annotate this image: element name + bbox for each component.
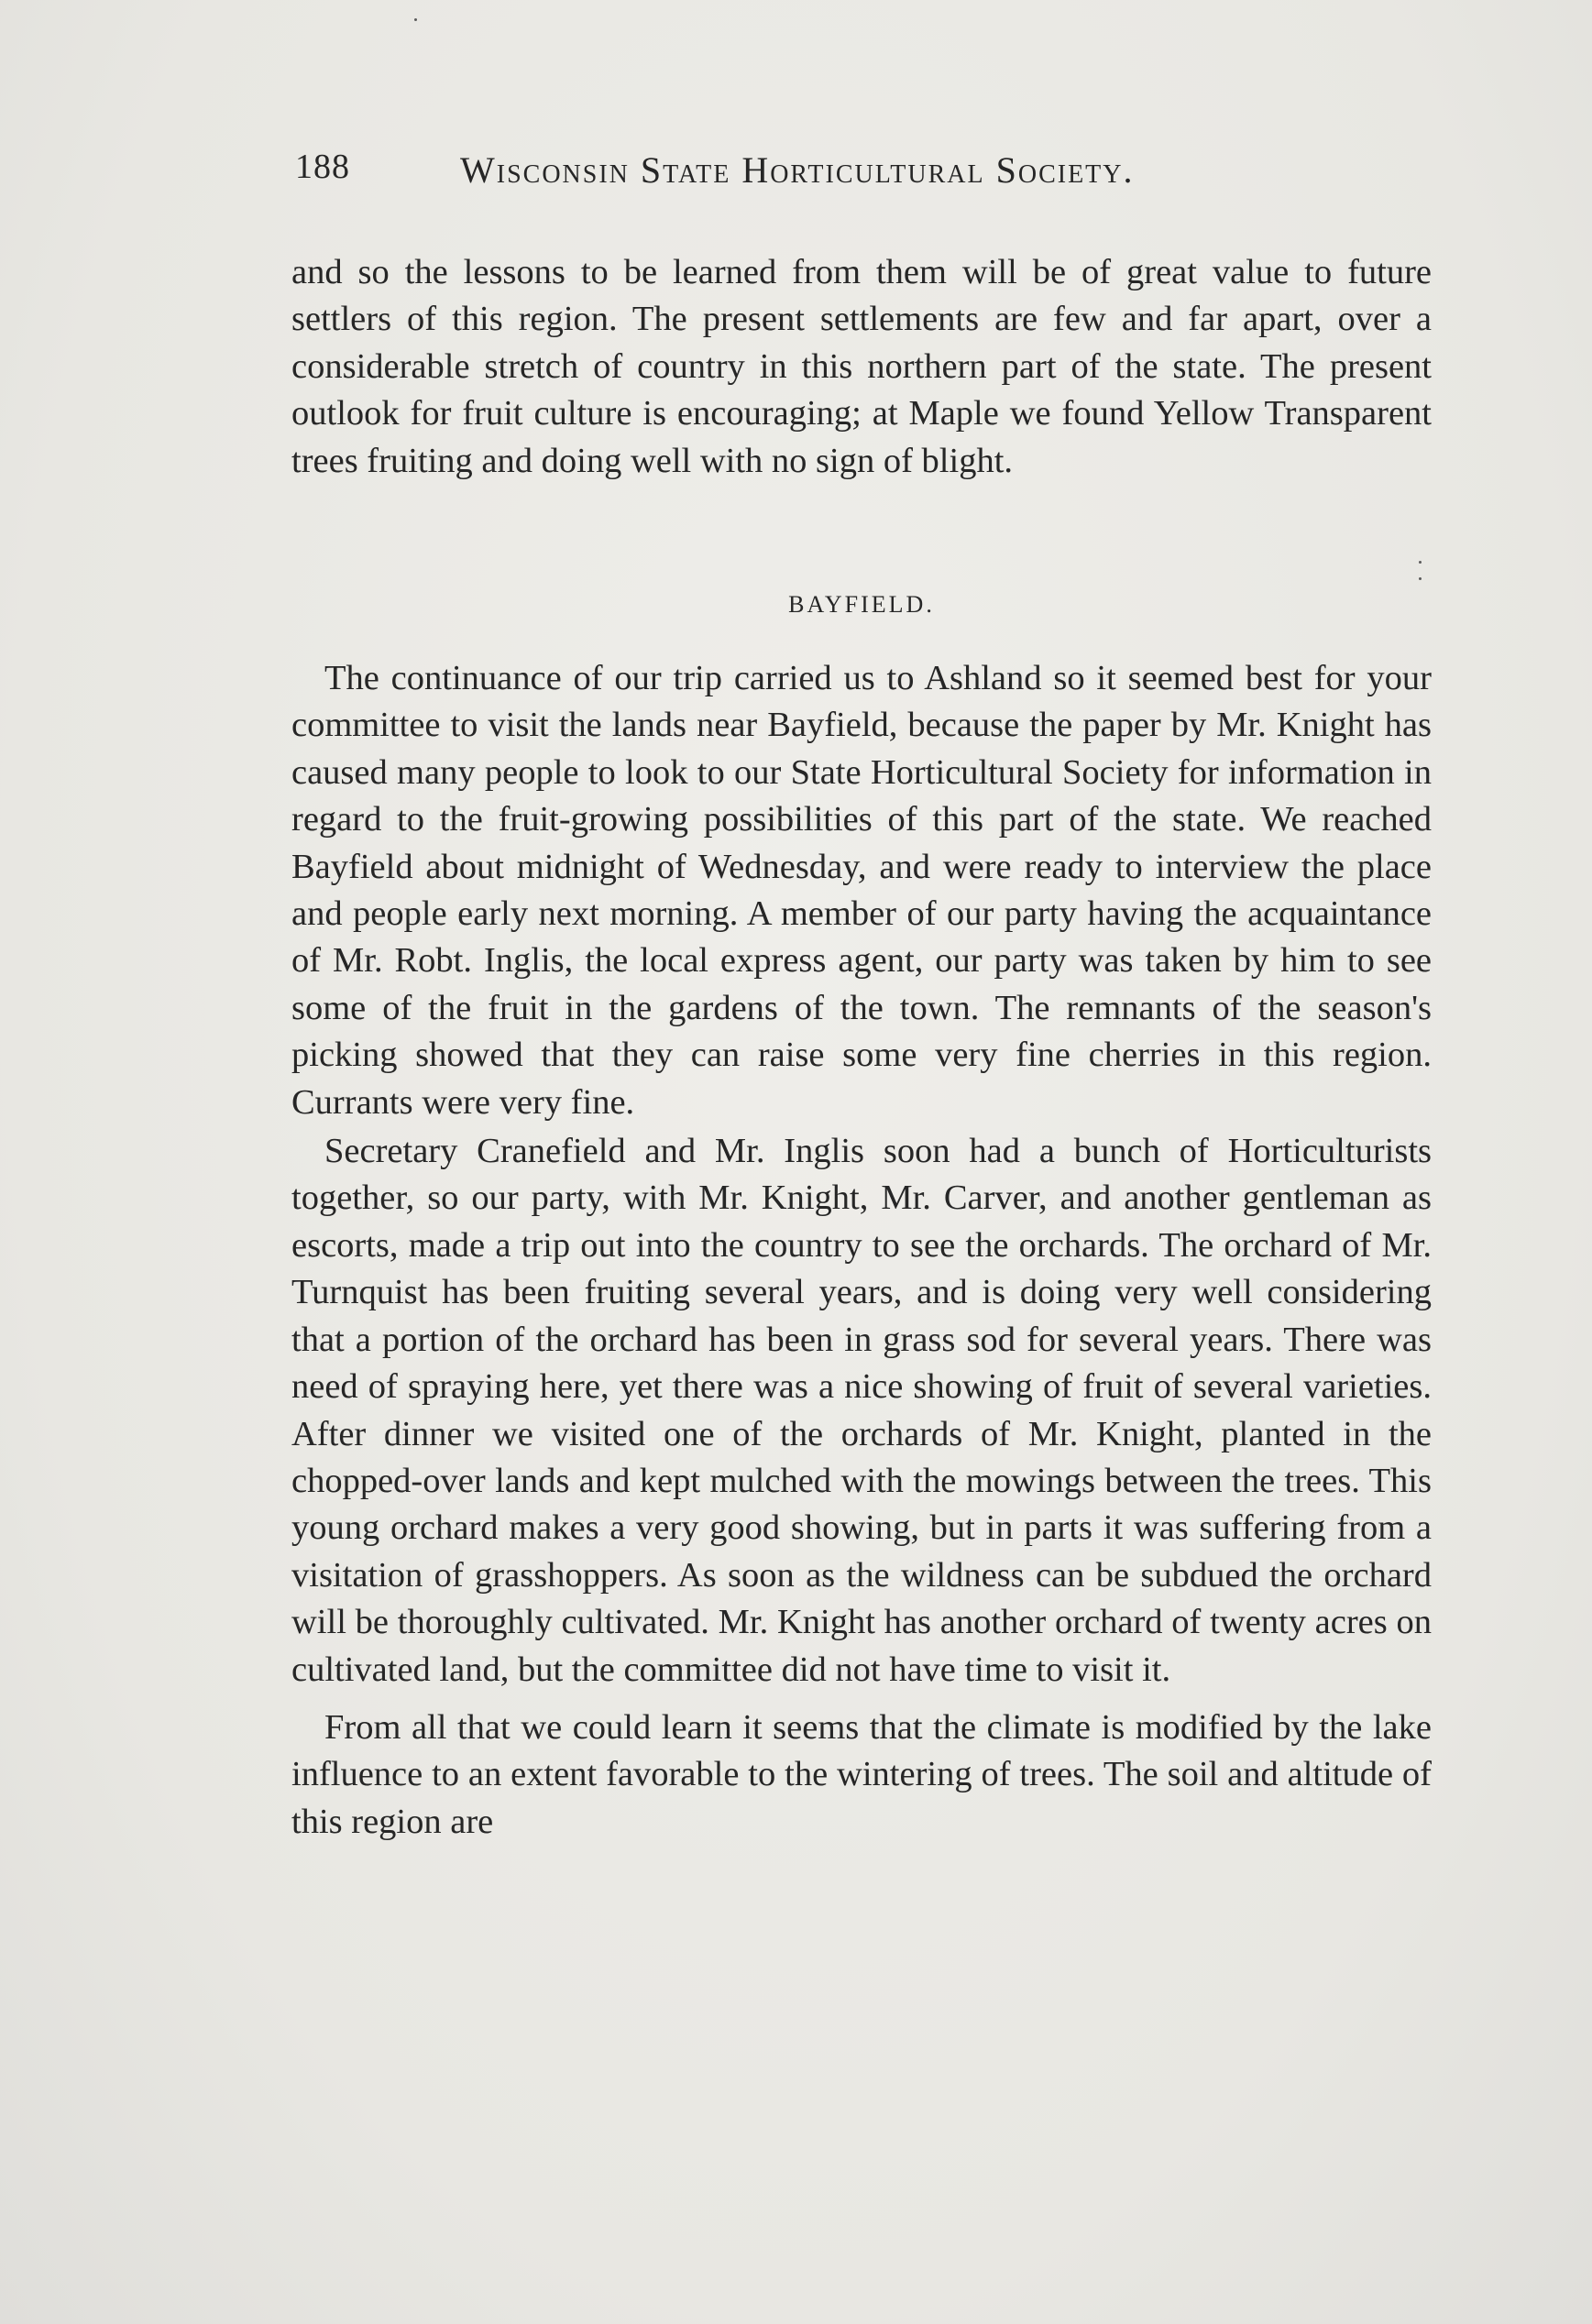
paragraph-text: and so the lessons to be learned from them will be of great value to future settlers of this region. The present settlements are few and far apart, over a considerable stretch of country in this northern part of the state. The present outlook for fruit culture is encouraging; at Maple we found Yellow Transparent trees fruiting and doing well with no sign of blight. (291, 253, 1432, 480)
ink-speck (1419, 561, 1422, 564)
page-number: 188 (295, 148, 350, 186)
ink-speck (1419, 577, 1422, 580)
section-heading: BAYFIELD. (788, 591, 935, 618)
journal-title: Wisconsin State Horticultural Society. (460, 149, 1135, 191)
running-head (295, 147, 1267, 202)
paragraph-3: From all that we could learn it seems that the climate is modified by the lake influence to an extent favorable to the wintering of trees. The soil and altitude of this region are (291, 1707, 1432, 1841)
paragraph-1: The continuance of our trip carried us to Ashland so it seemed best for your committee to visit the lands near Bayfield, because the paper by Mr. Knight has caused many people to look to our State Horticultural Society for information in regard to the fruit-growing possibilities of this part of the state. We reached Bayfield about midnight of Wednesday, and were ready to interview the place and people early next morning. A member of our party having the acquaintance of Mr. Robt. Inglis, the local express agent, our party was taken by him to see some of the fruit in the gardens of the town. The remnants of the season's picking showed that they can raise some very fine cherries in this region. Currants were very fine. (291, 659, 1432, 1122)
continuation-paragraph (291, 249, 1432, 485)
section-body (291, 655, 1432, 1846)
ink-speck (414, 18, 417, 21)
paragraph-2: Secretary Cranefield and Mr. Inglis soon had a bunch of Horticulturists together, so our party, with Mr. Knight, Mr. Carver, and another gentleman as escorts, made a trip out into the country to see the orchards. The orchard of Mr. Turnquist has been fruiting several years, and is doing very well considering that a portion of the orchard has been in grass sod for several years. There was need of spraying here, yet there was a nice showing of fruit of several varieties. After dinner we visited one of the orchards of Mr. Knight, planted in the chopped-over lands and kept mulched with the mowings between the trees. This young orchard makes a very good showing, but in parts it was suffering from a visitation of grasshoppers. As soon as the wildness can be subdued the orchard will be thoroughly cultivated. Mr. Knight has another orchard of twenty acres on cultivated land, but the committee did not have time to visit it. (291, 1132, 1432, 1689)
